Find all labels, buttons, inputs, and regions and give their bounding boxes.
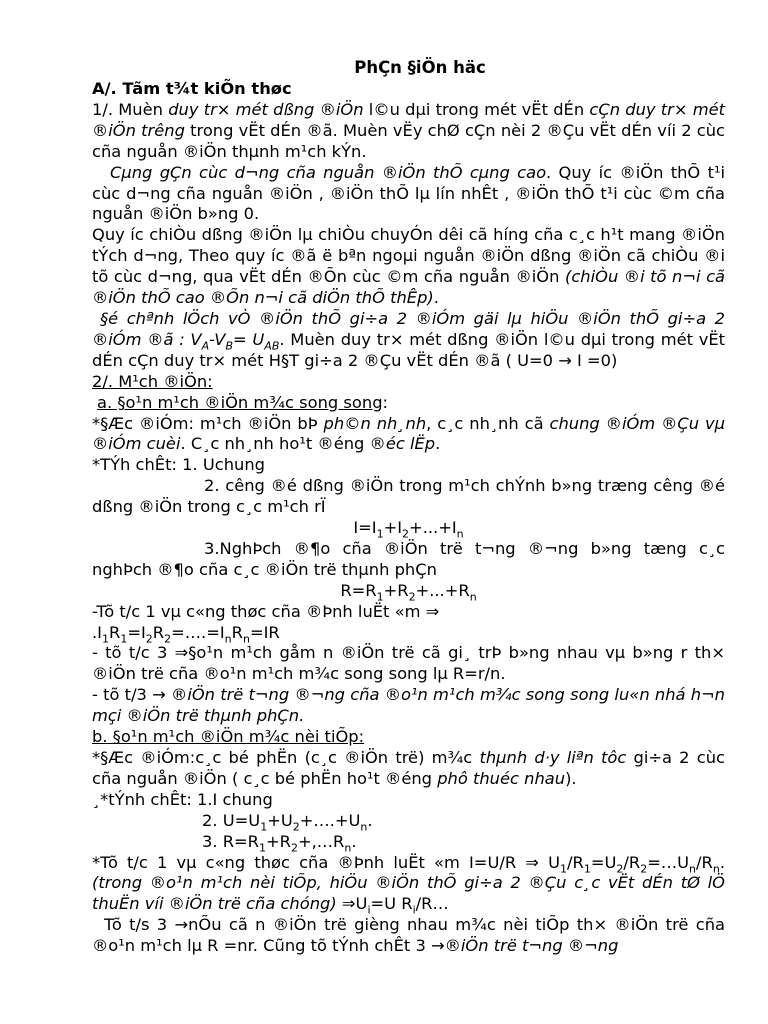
series-property-2: 2. $U=U_1+U_2+\dots.+U_n$.	[202, 810, 373, 833]
paragraph-current: 1/. Muèn duy tr× mét dßng ®iÖn l©u dµi trong mét vËt dÉn cÇn duy tr× mét ®iÖn trêng trong vËt dÉn ®ã. Muèn vËy chØ cÇn nèi 2 ®Çu vËt dÉn víi 2 cùc cña nguån ®iÖn thµnh m¹ch kÝn.	[92, 99, 725, 161]
subheading-series: b. §o¹n m¹ch ®iÖn m¾c nèi tiÕp:	[92, 727, 365, 747]
series-property-3: 3. $R=R_1+R_2+,\dots R_n$.	[202, 831, 357, 854]
series-characteristics: *§Æc ®iÓm:c¸c bé phËn (c¸c ®iÖn trë) m¾c thµnh d·y liªn tôc gi÷a 2 cùc cña nguån ®iÖn ( c¸c bé phËn ho¹t ®éng phô thuéc nhau).	[92, 748, 725, 788]
document-body	[92, 79, 725, 957]
paragraph-voltage: §é chªnh lÖch vÒ ®iÖn thÕ gi÷a 2 ®iÓm gäi lµ hiÖu ®iÖn thÕ gi÷a 2 ®iÓm ®ã : $V_A-V_B= U_{AB}$. Muèn duy tr× mét dßng ®iÖn l©u dµi trong mét vËt dÉn cÇn duy tr× mét H§T gi÷a 2 ®Çu vËt dÉn ®ã ( U=0 → I =0)	[92, 308, 726, 370]
parallel-corollary-formula: $.I_1R_1=I_2R_2=\dots.=I_nR_n=IR$	[92, 622, 280, 645]
series-corollary-1: *Tõ t/c 1 vµ c«ng thøc cña ®Þnh luËt «m I=U/R ⇒ $U_1/R_1=U_2/R_2=\dots U_n/R_n$. (trong ®o¹n m¹ch nèi tiÕp, hiÖu ®iÖn thÕ gi÷a 2 ®Çu c¸c vËt dÉn tØ lÖ thuËn víi ®iÖn trë cña chóng) $\Rightarrow U_i=U$ $R_i/R\dots$	[92, 852, 725, 917]
parallel-property-1: *TÝh chÊt: 1. Uchung	[92, 455, 265, 475]
series-property-1: ¸*tÝnh chÊt: 1.I chung	[92, 789, 273, 809]
parallel-formula-resistance: $R=R_1+R_2+...+R_n$	[340, 580, 477, 603]
parallel-corollary-3: - tõ t/3 → ®iÖn trë t¬ng ®¬ng cña ®o¹n m¹ch m¾c song song lu«n nhá h¬n mçi ®iÖn trë thµnh phÇn.	[92, 685, 725, 726]
series-corollary-2: Tõ t/s 3 →nÕu cã n ®iÖn trë gièng nhau m¾c nèi tiÕp th× ®iÖn trë cña ®o¹n m¹ch lµ R =nr. Cũng tõ tÝnh chÊt 3 →®iÖn trë t¬ng ®¬ng	[92, 915, 725, 956]
parallel-corollary-1: -Tõ t/c 1 vµ c«ng thøc cña ®Þnh luËt «m ⇒	[92, 601, 440, 621]
subheading-parallel: a. §o¹n m¹ch ®iÖn m¾c song song:	[97, 392, 389, 412]
parallel-corollary-2: - tõ t/c 3 ⇒§o¹n m¹ch gåm n ®iÖn trë cã gi¸ trÞ b»ng nhau vµ b»ng r th× ®iÖn trë cña ®o¹n m¹ch m¾c song song lµ R=r/n.	[92, 643, 725, 684]
paragraph-direction: Quy íc chiÒu dßng ®iÖn lµ chiÒu chuyÓn dêi cã híng cña c¸c h¹t mang ®iÖn tÝch d¬ng, Theo quy íc ®ã ë bªn ngoµi nguån ®iÖn dßng ®iÖn cã chiÒu ®i tõ cùc d¬ng, qua vËt dÉn ®Õn cùc ©m cña nguån ®iÖn (chiÒu ®i tõ n¬i cã ®iÖn thÕ cao ®Õn n¬i cã diÖn thÕ thÊp).	[92, 225, 725, 308]
section-heading-circuit: 2/. M¹ch ®iÖn:	[92, 371, 213, 391]
parallel-property-2: 2. cêng ®é dßng ®iÖn trong m¹ch chÝnh b»ng træng cêng ®é dßng ®iÖn trong c¸c m¹ch rÏ	[92, 476, 725, 517]
section-heading-a: A/. Tãm t¾t kiÕn thøc	[92, 79, 292, 98]
parallel-characteristics: *§Æc ®iÓm: m¹ch ®iÖn bÞ ph©n nh¸nh, c¸c nh¸nh cã chung ®iÓm ®Çu vµ ®iÓm cuèi. C¸c nh¸nh ho¹t ®éng ®éc lËp.	[92, 413, 726, 454]
paragraph-potential: Cµng gÇn cùc d¬ng cña nguån ®iÖn thÕ cµng cao. Quy íc ®iÖn thÕ t¹i cùc d¬ng cña nguån ®iÖn , ®iÖn thÕ lµ lín nhÊt , ®iÖn thÕ t¹i cùc ©m cña nguån ®iÖn b»ng 0.	[92, 162, 725, 224]
parallel-property-3: 3.NghÞch ®¶o cña ®iÖn trë t¬ng ®¬ng b»ng tæng c¸c nghÞch ®¶o cña c¸c ®iÖn trë thµnh phÇn	[92, 538, 725, 579]
parallel-formula-current: $I=I_1+I_2+...+I_n$	[353, 518, 464, 541]
page-title: PhÇn §iÖn häc	[354, 58, 486, 77]
